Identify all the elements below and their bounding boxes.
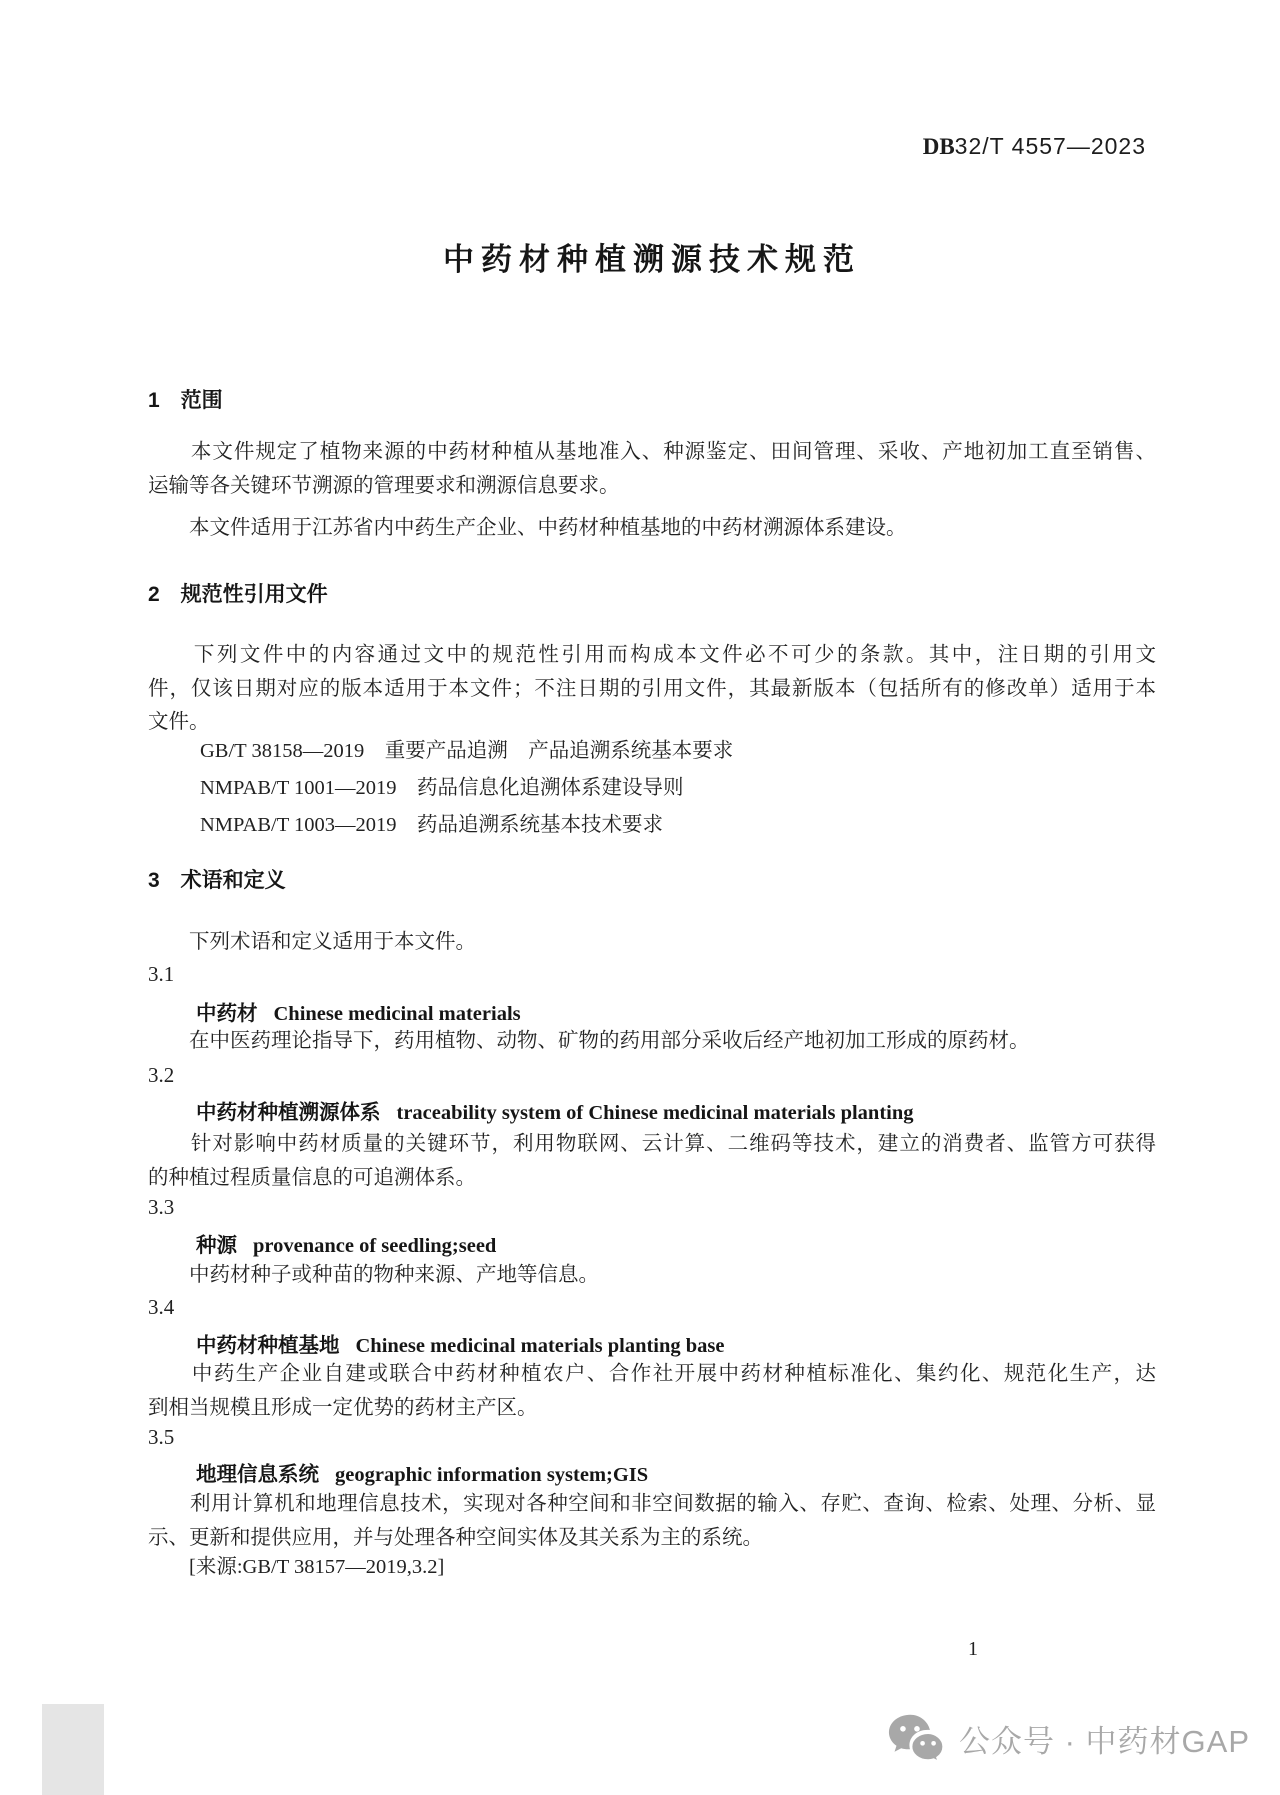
text-line: 本文件规定了植物来源的中药材种植从基地准入、种源鉴定、田间管理、采收、产地初加工直至销售、 (148, 441, 1156, 463)
text-line: 在中医药理论指导下，药用植物、动物、矿物的药用部分采收后经产地初加工形成的原药材。 (148, 1030, 1030, 1052)
term-3-4 (196, 1328, 725, 1358)
term-3-1-en: Chinese medicinal materials (273, 1003, 521, 1025)
text-line: 件，仅该日期对应的版本适用于本文件；不注日期的引用文件，其最新版本（包括所有的修改单）适用于本 (148, 677, 1156, 700)
term-3-3-zh: 种源 (196, 1234, 237, 1257)
term-3-1-zh: 中药材 (196, 1002, 258, 1025)
term-3-3 (196, 1228, 496, 1258)
definition-3-3 (148, 1259, 1156, 1293)
clause-number-3-2: 3.2 (148, 1063, 175, 1087)
wechat-icon (887, 1712, 945, 1764)
definition-3-5 (148, 1488, 1156, 1555)
text-line: NMPAB/T 1001—2019 药品信息化追溯体系建设导则 (200, 777, 684, 799)
standard-code-number: 32/T 4557—2023 (954, 133, 1146, 159)
term-3-4-en: Chinese medicinal materials planting base (355, 1335, 725, 1357)
term-3-4-zh: 中药材种植基地 (196, 1334, 340, 1357)
clause-number-3-4: 3.4 (148, 1295, 175, 1319)
definition-3-4 (148, 1358, 1156, 1425)
section2-heading: 2 规范性引用文件 (148, 583, 328, 606)
standard-code (923, 133, 1146, 160)
page-number: 1 (968, 1638, 978, 1660)
definition-3-1 (148, 1025, 1156, 1059)
term-3-5-zh: 地理信息系统 (196, 1463, 319, 1486)
term-3-2-zh: 中药材种植溯源体系 (196, 1101, 381, 1124)
text-line: 下列文件中的内容通过文中的规范性引用而构成本文件必不可少的条款。其中，注日期的引用文 (148, 644, 1156, 666)
normative-references-list (200, 733, 1140, 844)
term-3-2-en: traceability system of Chinese medicinal materials planting (396, 1102, 914, 1124)
definition-3-2 (148, 1128, 1156, 1195)
page-title: 中药材种植溯源技术规范 (443, 242, 861, 277)
text-line: 中药生产企业自建或联合中药材种植农户、合作社开展中药材种植标准化、集约化、规范化生产，达 (148, 1363, 1156, 1385)
text-line: 的种植过程质量信息的可追溯体系。 (148, 1166, 476, 1189)
text-line: 示、更新和提供应用，并与处理各种空间实体及其关系为主的系统。 (148, 1526, 763, 1549)
term-3-3-en: provenance of seedling;seed (253, 1235, 497, 1257)
section2-paragraph1 (148, 639, 1156, 740)
term-3-5-en: geographic information system;GIS (335, 1464, 649, 1486)
text-line: 运输等各关键环节溯源的管理要求和溯源信息要求。 (148, 474, 620, 497)
standard-code-prefix: DB (922, 134, 955, 159)
section1-paragraph1 (148, 436, 1156, 503)
section3-heading: 3 术语和定义 (148, 869, 286, 892)
text-line: GB/T 38158—2019 重要产品追溯 产品追溯系统基本要求 (200, 740, 734, 762)
text-line: NMPAB/T 1003—2019 药品追溯系统基本技术要求 (200, 814, 664, 836)
text-line: 针对影响中药材质量的关键环节，利用物联网、云计算、二维码等技术，建立的消费者、监管方可获得 (148, 1133, 1156, 1155)
text-line: 中药材种子或种苗的物种来源、产地等信息。 (148, 1264, 599, 1286)
text-line: 文件。 (148, 711, 210, 733)
term-3-5 (196, 1457, 648, 1487)
text-line: 利用计算机和地理信息技术，实现对各种空间和非空间数据的输入、存贮、查询、检索、处理、分析、显 (148, 1493, 1156, 1515)
term-3-2 (196, 1095, 914, 1125)
clause-number-3-3: 3.3 (148, 1195, 175, 1219)
clause-number-3-5: 3.5 (148, 1425, 175, 1449)
section1-paragraph2: 本文件适用于江苏省内中药生产企业、中药材种植基地的中药材溯源体系建设。 (148, 517, 907, 539)
scan-artifact (42, 1704, 104, 1795)
clause-number-3-1: 3.1 (148, 962, 175, 986)
section1-heading: 1 范围 (148, 389, 223, 412)
term-3-1 (196, 996, 521, 1026)
definition-3-5-source: [来源:GB/T 38157—2019,3.2] (148, 1556, 445, 1578)
text-line: 到相当规模且形成一定优势的药材主产区。 (148, 1396, 538, 1419)
watermark (887, 1712, 1250, 1764)
section3-intro: 下列术语和定义适用于本文件。 (148, 931, 476, 953)
watermark-text: 公众号 · 中药材GAP (958, 1723, 1250, 1759)
